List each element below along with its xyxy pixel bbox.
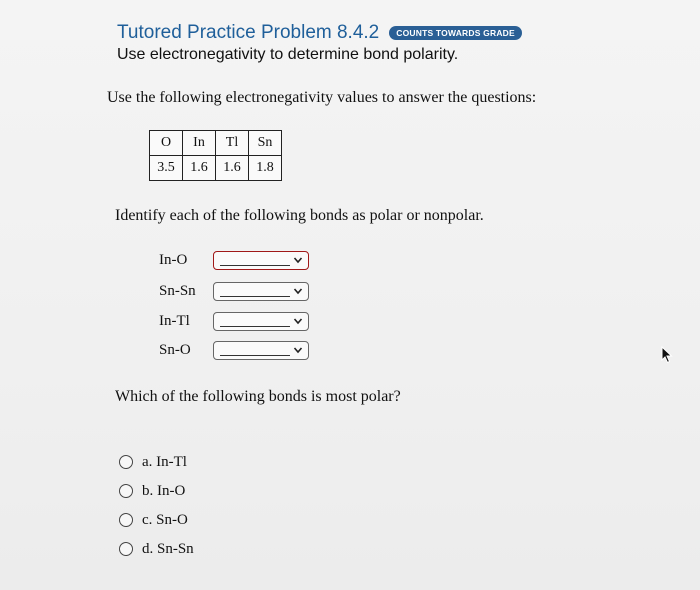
page-title: Tutored Practice Problem 8.4.2 [117, 22, 380, 43]
option-c[interactable] [119, 511, 188, 529]
bond-label: In-Tl [159, 312, 190, 329]
element-cell: O [150, 131, 183, 156]
polarity-select-sn-sn[interactable] [213, 282, 309, 301]
value-row [150, 156, 282, 181]
polarity-select-in-o[interactable] [213, 251, 309, 270]
value-cell: 1.6 [216, 156, 249, 181]
option-label: b. In-O [142, 482, 186, 499]
value-cell: 1.6 [183, 156, 216, 181]
bond-row-in-o [159, 249, 309, 271]
identify-prompt: Identify each of the following bonds as polar or nonpolar. [115, 207, 484, 224]
instructions-text: Use the following electronegativity values to answer the questions: [107, 89, 537, 106]
option-label: a. In-Tl [142, 453, 187, 470]
bond-row-sn-o [159, 339, 309, 361]
select-value [220, 265, 290, 266]
chevron-down-icon [293, 344, 303, 356]
select-value [220, 296, 290, 297]
chevron-down-icon [293, 315, 303, 327]
grade-badge: COUNTS TOWARDS GRADE [389, 26, 522, 40]
radio-button[interactable] [119, 513, 133, 527]
option-label: c. Sn-O [142, 511, 188, 528]
element-cell: Sn [249, 131, 282, 156]
mouse-cursor-icon [660, 346, 674, 364]
chevron-down-icon [293, 285, 303, 297]
radio-button[interactable] [119, 455, 133, 469]
bond-label: Sn-O [159, 341, 191, 358]
polarity-select-in-tl[interactable] [213, 312, 309, 331]
option-d[interactable] [119, 540, 194, 558]
radio-button[interactable] [119, 484, 133, 498]
bond-row-in-tl [159, 310, 309, 332]
option-a[interactable] [119, 453, 187, 471]
select-value [220, 355, 290, 356]
select-value [220, 326, 290, 327]
chevron-down-icon [293, 254, 303, 266]
element-cell: Tl [216, 131, 249, 156]
value-cell: 3.5 [150, 156, 183, 181]
element-cell: In [183, 131, 216, 156]
value-cell: 1.8 [249, 156, 282, 181]
option-b[interactable] [119, 482, 185, 500]
bond-row-sn-sn [159, 280, 309, 302]
radio-button[interactable] [119, 542, 133, 556]
polarity-select-sn-o[interactable] [213, 341, 309, 360]
page-subtitle: Use electronegativity to determine bond polarity. [117, 46, 459, 63]
bond-label: In-O [159, 251, 188, 268]
electronegativity-table [149, 130, 282, 181]
title-row [117, 22, 522, 44]
bond-label: Sn-Sn [159, 282, 196, 299]
element-row [150, 131, 282, 156]
option-label: d. Sn-Sn [142, 540, 194, 557]
most-polar-question: Which of the following bonds is most polar? [115, 388, 401, 405]
